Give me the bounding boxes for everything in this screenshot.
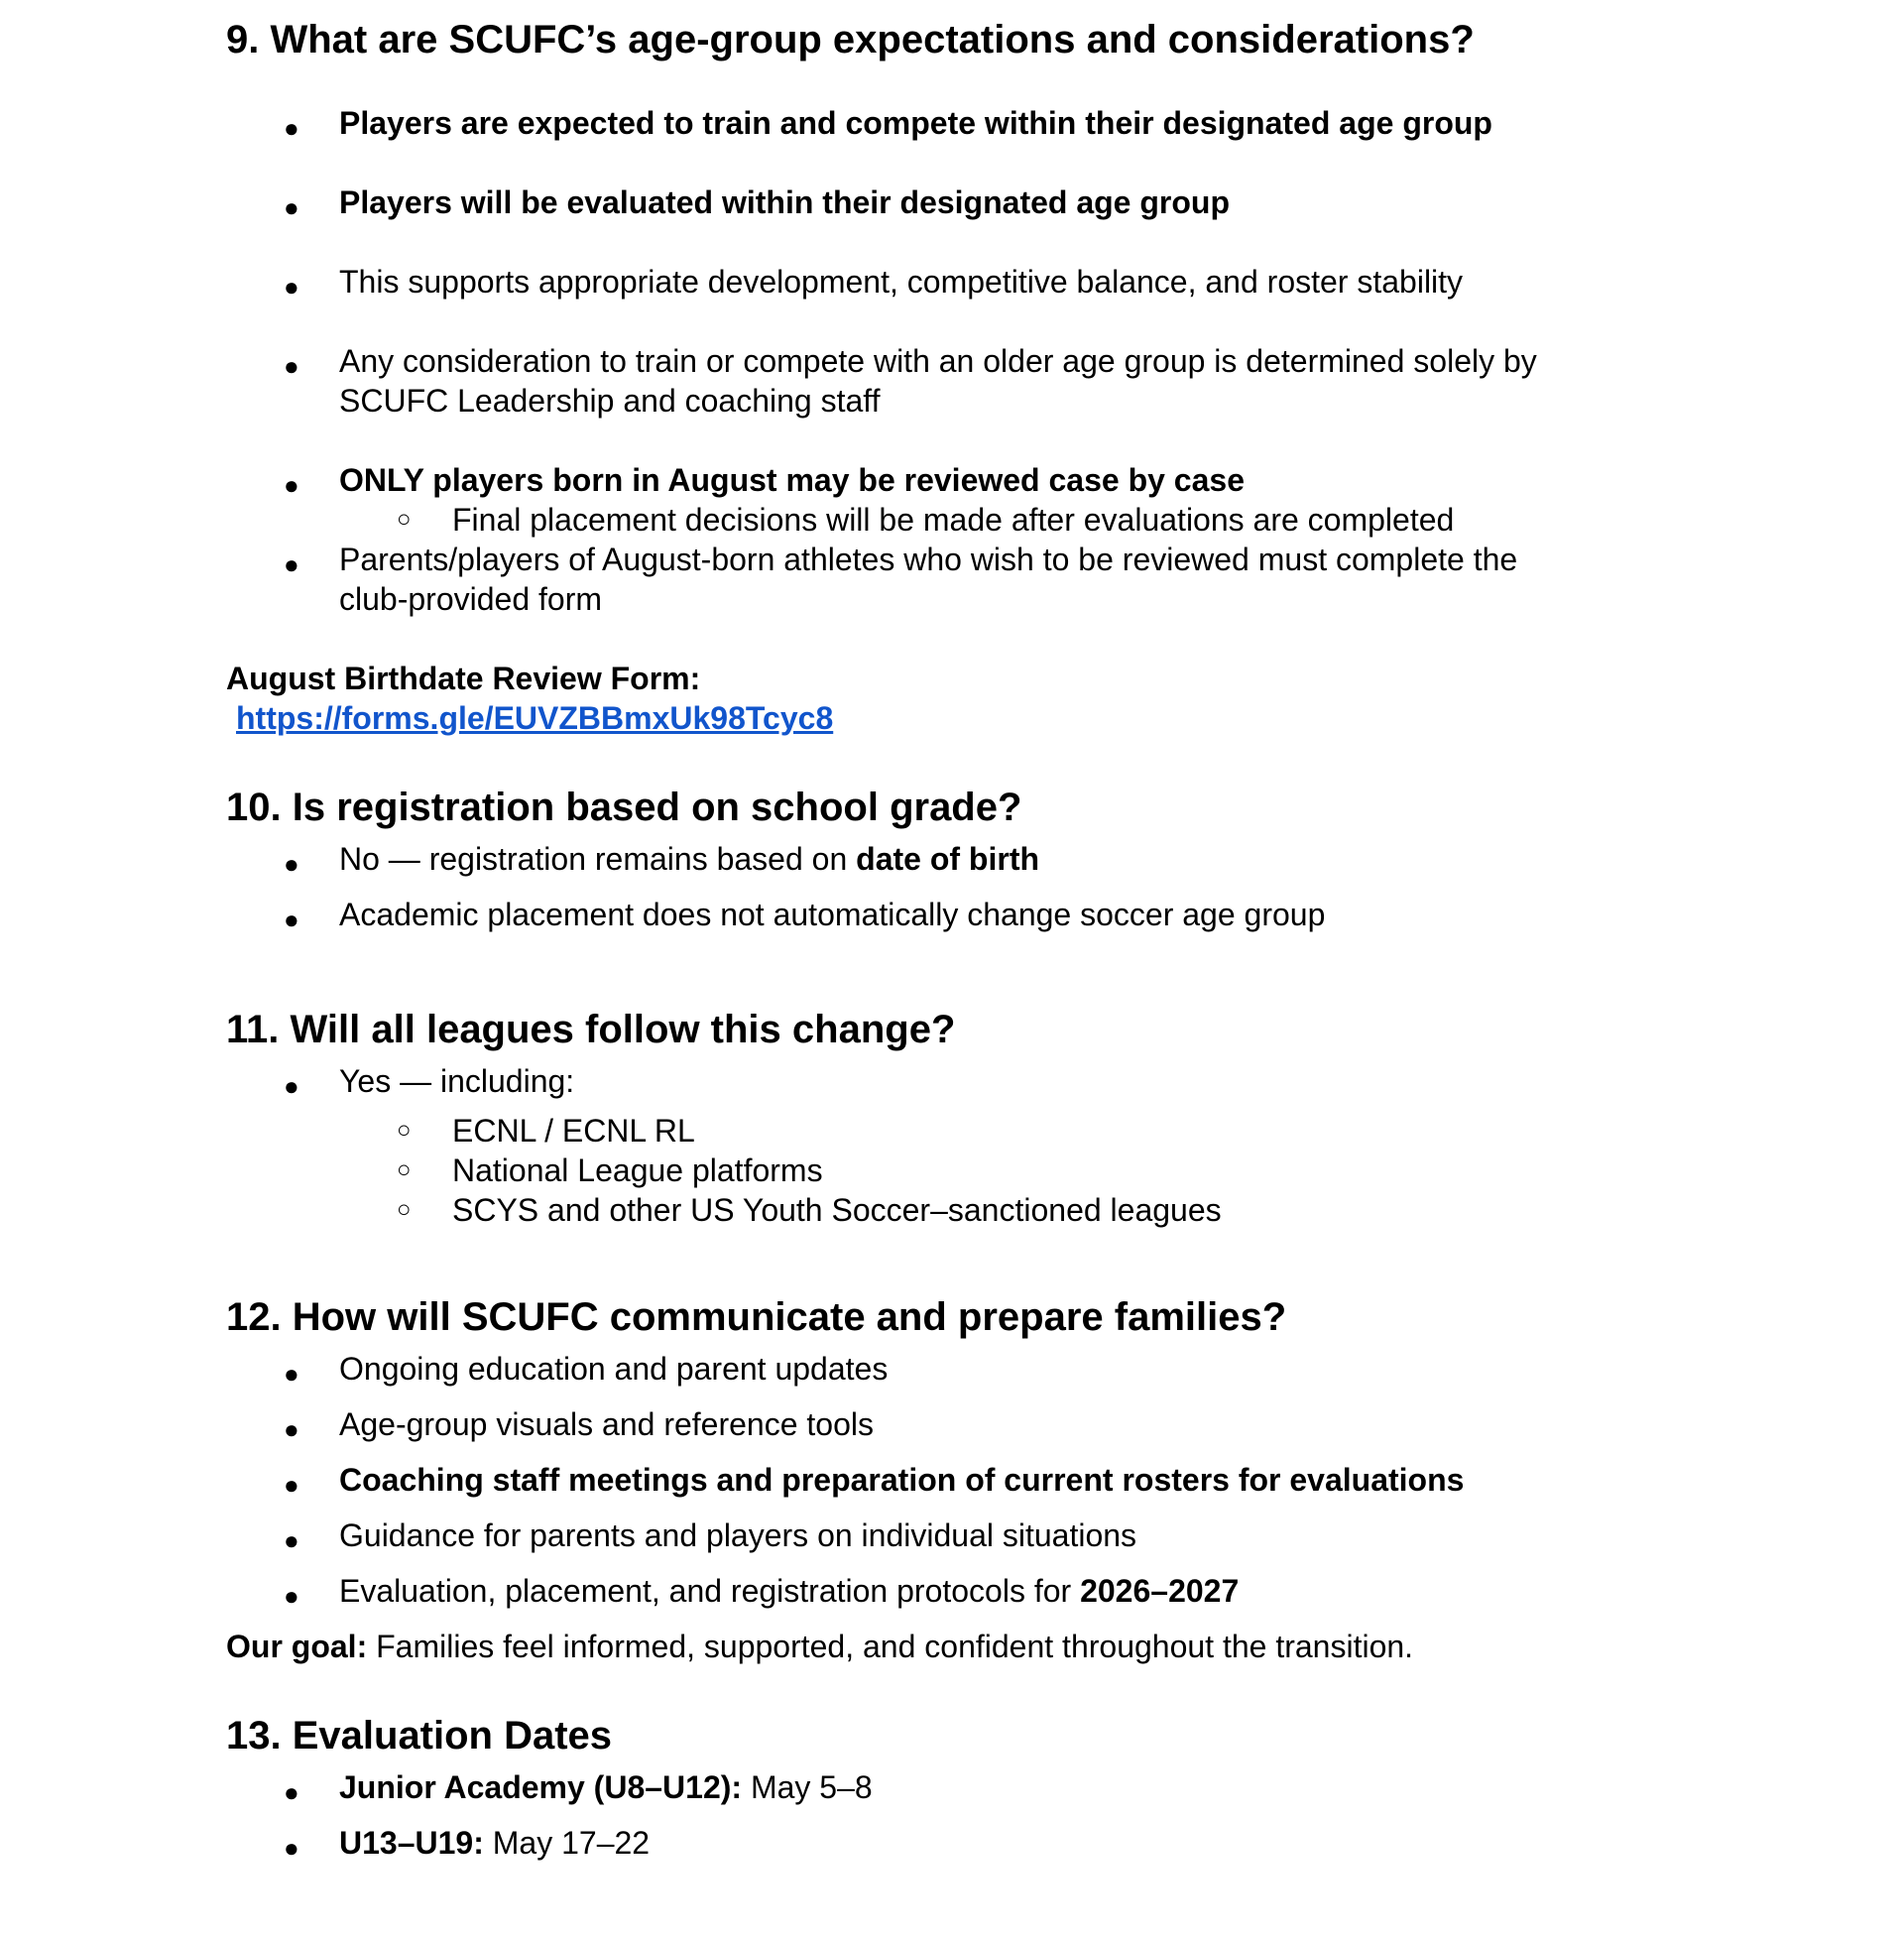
goal-label: Our goal:	[226, 1629, 368, 1664]
s12-item-5-text: Evaluation, placement, and registration protocols for	[339, 1573, 1081, 1609]
s12-item-5	[339, 1573, 1239, 1610]
form-link[interactable]: https://forms.gle/EUVZBBmxUk98Tcyc8	[236, 700, 834, 736]
bullet-icon: ●	[284, 1581, 299, 1611]
section-11-heading: 11. Will all leagues follow this change?	[226, 1008, 956, 1051]
s9-sub-item: Final placement decisions will be made after evaluations are completed	[452, 502, 1455, 538]
section-10-heading: 10. Is registration based on school grade?	[226, 786, 1022, 829]
goal-statement	[226, 1629, 1413, 1665]
s11-sub-2: National League platforms	[452, 1152, 823, 1188]
s13-item-1-value: May 5–8	[742, 1769, 873, 1805]
s13-item-1	[339, 1769, 873, 1806]
s9-item-2: Players will be evaluated within their designated age group	[339, 184, 1230, 220]
bullet-icon: ●	[284, 470, 299, 500]
s11-sub-3: SCYS and other US Youth Soccer–sanctioned leagues	[452, 1192, 1222, 1228]
s9-item-4-line1: Any consideration to train or compete with an older age group is determined solely by	[339, 343, 1537, 379]
s12-item-4: Guidance for parents and players on individual situations	[339, 1517, 1137, 1553]
section-13-heading: 13. Evaluation Dates	[226, 1714, 613, 1757]
bullet-icon: ●	[284, 1777, 299, 1807]
bullet-icon: ●	[284, 1470, 299, 1500]
s9-item-6-line1: Parents/players of August-born athletes who wish to be reviewed must complete the	[339, 542, 1518, 577]
s9-item-4-line2: SCUFC Leadership and coaching staff	[339, 383, 881, 419]
bullet-icon: ●	[284, 113, 299, 143]
s12-item-1: Ongoing education and parent updates	[339, 1351, 889, 1387]
bullet-icon: ●	[284, 272, 299, 302]
s13-item-2-value: May 17–22	[483, 1825, 651, 1861]
s11-sub-1: ECNL / ECNL RL	[452, 1113, 695, 1149]
bullet-icon: ●	[284, 192, 299, 222]
s10-item-1	[339, 841, 1039, 878]
goal-text: Families feel informed, supported, and confident throughout the transition.	[367, 1629, 1414, 1664]
s10-item-2: Academic placement does not automatically change soccer age group	[339, 897, 1326, 932]
s9-item-1: Players are expected to train and compete within their designated age group	[339, 105, 1492, 141]
bullet-icon: ●	[284, 1525, 299, 1555]
s10-item-1-bold: date of birth	[856, 841, 1040, 877]
sub-bullet-icon: ○	[397, 1156, 412, 1183]
bullet-icon: ●	[284, 1414, 299, 1444]
section-9-heading: 9. What are SCUFC’s age-group expectations and considerations?	[226, 18, 1475, 61]
bullet-icon: ●	[284, 1359, 299, 1389]
s12-item-5-bold: 2026–2027	[1080, 1573, 1240, 1609]
section-12-heading: 12. How will SCUFC communicate and prepare families?	[226, 1295, 1287, 1339]
bullet-icon: ●	[284, 351, 299, 381]
s9-item-6-line2: club-provided form	[339, 581, 602, 617]
bullet-icon: ●	[284, 549, 299, 579]
s12-item-2: Age-group visuals and reference tools	[339, 1406, 874, 1442]
s11-item-1: Yes — including:	[339, 1063, 575, 1099]
sub-bullet-icon: ○	[397, 1117, 412, 1144]
sub-bullet-icon: ○	[397, 1196, 412, 1223]
s13-item-2	[339, 1825, 650, 1862]
bullet-icon: ●	[284, 849, 299, 879]
s13-item-1-label: Junior Academy (U8–U12):	[339, 1769, 743, 1805]
bullet-icon: ●	[284, 905, 299, 934]
s13-item-2-label: U13–U19:	[339, 1825, 484, 1861]
s10-item-1-text: No — registration remains based on	[339, 841, 857, 877]
s9-item-5: ONLY players born in August may be reviewed case by case	[339, 462, 1245, 498]
form-label: August Birthdate Review Form:	[226, 661, 701, 696]
bullet-icon: ●	[284, 1071, 299, 1101]
sub-bullet-icon: ○	[397, 506, 412, 533]
s9-item-3: This supports appropriate development, competitive balance, and roster stability	[339, 264, 1464, 300]
s12-item-3: Coaching staff meetings and preparation of current rosters for evaluations	[339, 1462, 1465, 1498]
bullet-icon: ●	[284, 1833, 299, 1863]
